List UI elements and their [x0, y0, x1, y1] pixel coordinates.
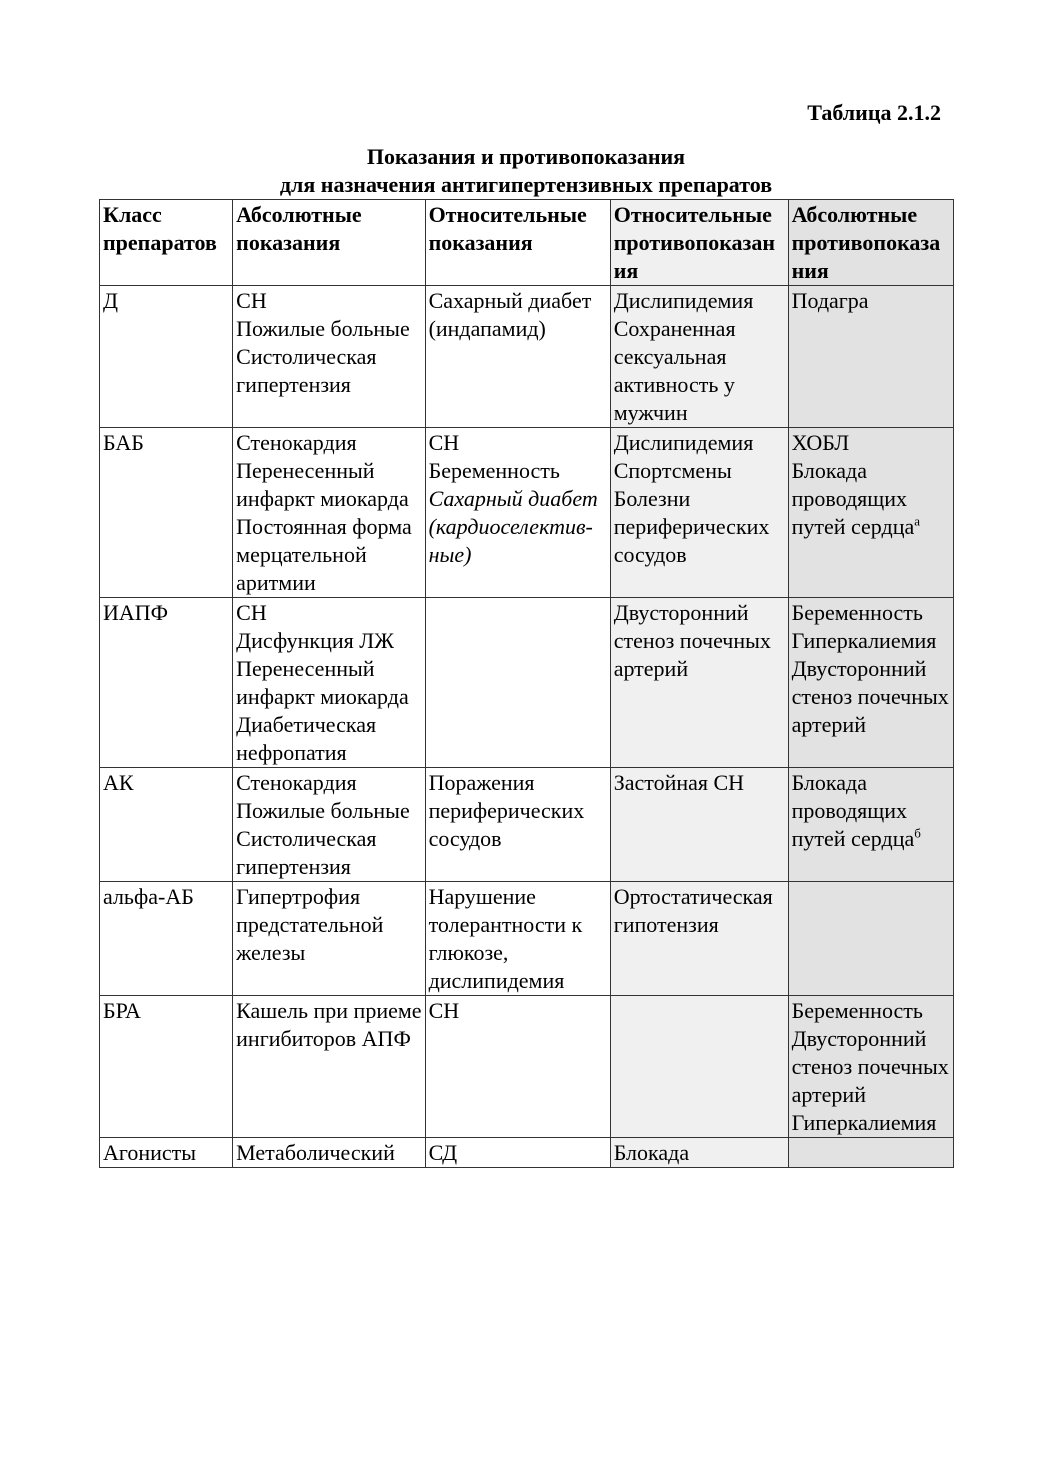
- cell-line: Застойная СН: [613, 770, 745, 795]
- cell-line: Метаболический: [236, 1140, 395, 1165]
- header-cell: Относительные показания: [425, 200, 610, 286]
- absolute-indications-cell: [233, 768, 425, 882]
- relative-indications-cell: [425, 768, 610, 882]
- cell-line: Спортсмены: [613, 458, 732, 483]
- cell-line: Беременность: [428, 458, 560, 483]
- cell-text: ИАПФ: [103, 600, 169, 625]
- absolute-contraindications-cell: [788, 428, 953, 598]
- cell-text: АК: [103, 770, 134, 795]
- absolute-indications-cell: [233, 1138, 425, 1168]
- cell-line: Подагра: [791, 288, 869, 313]
- absolute-contraindications-cell: [788, 286, 953, 428]
- cell-line: Двусторонний стеноз почечных артерий: [613, 600, 771, 681]
- cell-line: Блокада: [613, 1140, 690, 1165]
- cell-line: Сахарный диабет (индапамид): [428, 288, 592, 341]
- cell-line: Дисфункция ЛЖ: [236, 628, 394, 653]
- drug-class-cell: [100, 428, 233, 598]
- cell-line: Перенесенный инфаркт миокарда: [236, 656, 409, 709]
- cell-line: Систолическая гипертензия: [236, 344, 377, 397]
- cell-line: Стенокардия: [236, 770, 357, 795]
- absolute-contraindications-cell: [788, 768, 953, 882]
- relative-indications-cell: [425, 286, 610, 428]
- relative-indications-cell: [425, 882, 610, 996]
- header-cell: Абсолютные показания: [233, 200, 425, 286]
- relative-contraindications-cell: [610, 1138, 788, 1168]
- cell-line: Блокада проводящих путей сердца: [791, 458, 915, 539]
- cell-text: БАБ: [103, 430, 144, 455]
- drug-class-cell: [100, 1138, 233, 1168]
- cell-line: Беременность: [791, 600, 923, 625]
- header-cell: Относительные противопоказания: [610, 200, 788, 286]
- cell-line: Систолическая гипертензия: [236, 826, 377, 879]
- absolute-contraindications-cell: [788, 1138, 953, 1168]
- relative-contraindications-cell: [610, 428, 788, 598]
- cell-text: БРА: [103, 998, 141, 1023]
- table-row: [100, 428, 954, 598]
- cell-line: СН: [236, 600, 267, 625]
- table-row: [100, 1138, 954, 1168]
- table-row: [100, 768, 954, 882]
- drug-class-cell: [100, 882, 233, 996]
- cell-text: Агонисты: [103, 1140, 197, 1165]
- cell-line: СН: [428, 998, 460, 1023]
- cell-line: Дислипидемия: [613, 430, 754, 455]
- cell-line: [792, 769, 950, 853]
- relative-indications-cell: [425, 598, 610, 768]
- cell-line: Болезни периферических сосудов: [613, 486, 770, 567]
- absolute-contraindications-cell: [788, 882, 953, 996]
- relative-indications-cell: [425, 428, 610, 598]
- cell-line: Дислипидемия: [613, 288, 754, 313]
- cell-line: Сохраненная сексуальная активность у мужчин: [613, 316, 736, 425]
- cell-line: СН: [236, 288, 267, 313]
- table-row: [100, 996, 954, 1138]
- indications-table: [99, 199, 954, 1168]
- cell-line: Пожилые больные: [236, 798, 410, 823]
- cell-line: [792, 457, 950, 541]
- drug-class-cell: [100, 598, 233, 768]
- table-title-line2: для назначения антигипертензивных препаратов: [279, 172, 773, 197]
- cell-line: Гиперкалиемия: [791, 1110, 937, 1135]
- absolute-indications-cell: [233, 598, 425, 768]
- cell-line: Диабетическая нефропатия: [236, 712, 377, 765]
- relative-contraindications-cell: [610, 286, 788, 428]
- absolute-indications-cell: [233, 286, 425, 428]
- cell-line: Кашель при приеме ингибиторов АПФ: [236, 998, 422, 1051]
- cell-text: Д: [103, 288, 119, 313]
- table-row: [100, 286, 954, 428]
- absolute-contraindications-cell: [788, 996, 953, 1138]
- cell-line: Ортостатическая гипотензия: [613, 884, 773, 937]
- cell-line: ХОБЛ: [791, 430, 850, 455]
- footnote-marker: б: [914, 825, 921, 841]
- cell-line: Постоянная форма мерцательной аритмии: [236, 514, 412, 595]
- cell-line: Перенесенный инфаркт миокарда: [236, 458, 409, 511]
- header-cell: Абсолютные противопоказания: [788, 200, 953, 286]
- cell-line: Пожилые больные: [236, 316, 410, 341]
- relative-contraindications-cell: [610, 768, 788, 882]
- relative-contraindications-cell: [610, 598, 788, 768]
- absolute-indications-cell: [233, 882, 425, 996]
- table-row: [100, 598, 954, 768]
- cell-line: СН: [428, 430, 460, 455]
- drug-class-cell: [100, 768, 233, 882]
- footnote-marker: а: [914, 513, 921, 529]
- relative-indications-cell: [425, 996, 610, 1138]
- relative-contraindications-cell: [610, 882, 788, 996]
- cell-line: Гипертрофия предстательной железы: [236, 884, 384, 965]
- cell-line: Стенокардия: [236, 430, 357, 455]
- absolute-indications-cell: [233, 996, 425, 1138]
- relative-contraindications-cell: [610, 996, 788, 1138]
- absolute-contraindications-cell: [788, 598, 953, 768]
- cell-line: Нарушение толерантности к глюкозе, дислипидемия: [428, 884, 583, 993]
- table-number: Таблица 2.1.2: [807, 100, 941, 125]
- table-header-row: [100, 200, 954, 286]
- cell-text: альфа-АБ: [103, 884, 194, 909]
- drug-class-cell: [100, 996, 233, 1138]
- table-title-line1: Показания и противопоказания: [366, 144, 686, 169]
- relative-indications-cell: [425, 1138, 610, 1168]
- cell-line: Двусторонний стеноз почечных артерий: [791, 1026, 949, 1107]
- cell-line: Блокада проводящих путей сердца: [791, 770, 915, 851]
- cell-line-italic: Сахарный диабет (кардиоселектив-ные): [428, 486, 598, 567]
- cell-line: Двусторонний стеноз почечных артерий: [791, 656, 949, 737]
- drug-class-cell: [100, 286, 233, 428]
- cell-line: Гиперкалиемия: [791, 628, 937, 653]
- cell-line: Поражения периферических сосудов: [428, 770, 585, 851]
- header-cell: Класс препаратов: [100, 200, 233, 286]
- cell-line: Беременность: [791, 998, 923, 1023]
- cell-line: СД: [428, 1140, 458, 1165]
- table-row: [100, 882, 954, 996]
- absolute-indications-cell: [233, 428, 425, 598]
